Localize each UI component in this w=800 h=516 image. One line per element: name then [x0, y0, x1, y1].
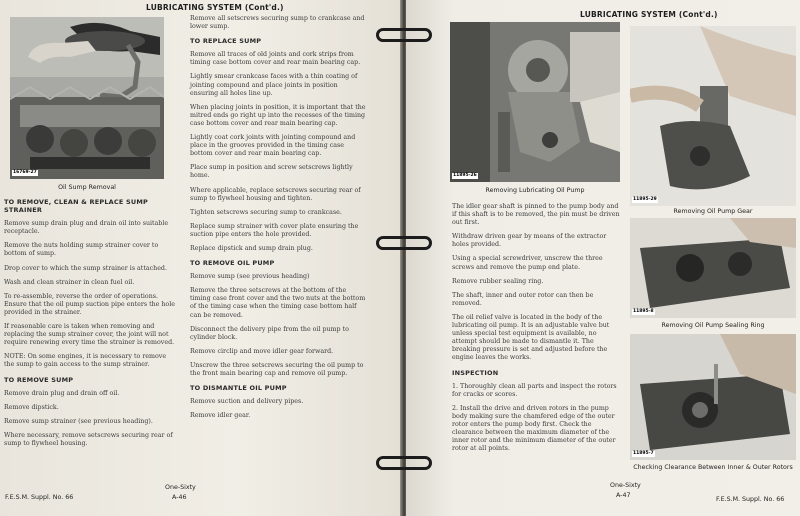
left-col2-paragraph: Disconnect the delivery pipe from the oil pump to cylinder block. [190, 325, 349, 341]
oil-sump-removal-caption: Oil Sump Removal [58, 184, 116, 191]
left-col1-paragraph: To re-assemble, reverse the order of operations. Ensure that the oil pump suction pipe enters the hole provided in the strainer. [4, 292, 175, 316]
left-footer-supplement: F.E.S.M. Suppl. No. 66 [5, 494, 74, 501]
left-col2-paragraph: Remove sump (see previous heading) [190, 273, 310, 281]
left-col1-paragraph: Remove dipstick. [4, 403, 59, 411]
left-col2-paragraph: When placing joints in position, it is important that the mitred ends go right up into the recesses of the timing case bottom cover and rear main bearing cap. [190, 103, 366, 127]
right-col-paragraph: 2. Install the drive and driven rotors in the pump body making sure the chamfered edge of the outer rotor enters the pump body first. Check the clearance between the maximum diameter of the inner rotor and the minimum diameter of the outer rotor at all points. [452, 404, 616, 453]
oil-sump-removal-photo [10, 17, 164, 179]
left-col1-paragraph: Remove drain plug and drain off oil. [4, 389, 120, 397]
binder-ring-bottom [376, 456, 432, 470]
left-col2-paragraph: Remove suction and delivery pipes. [190, 398, 304, 406]
left-col2-paragraph: Remove the three setscrews at the bottom of the timing case front cover and the two nuts at the bottom of the timing case when the timing case bottom half can be removed. [190, 287, 366, 319]
left-col1-paragraph: Where necessary, remove setscrews securing rear of sump to flywheel housing. [4, 431, 173, 447]
left-col2-paragraph: Lightly smear crankcase faces with a thin coating of jointing compound and place joints in position ensuring all holes line up. [190, 73, 358, 97]
left-col1-paragraph: Wash and clean strainer in clean fuel oil. [4, 278, 135, 286]
checking-clearance-photo [630, 334, 796, 460]
removing-sealing-ring-photo [630, 218, 796, 318]
removing-oil-pump-caption: Removing Lubricating Oil Pump [485, 187, 585, 194]
right-footer-supplement: F.E.S.M. Suppl. No. 66 [716, 496, 785, 503]
right-footer-model: One-Sixty [610, 482, 641, 489]
photo3-figure-number: 11895-8 [633, 309, 654, 314]
photo2-figure-number: 11895-29 [633, 197, 657, 202]
removing-oil-pump-gear-caption: Removing Oil Pump Gear [673, 208, 753, 215]
left-col2-paragraph: Where applicable, replace setscrews securing rear of sump to flywheel housing and tighten. [190, 186, 361, 202]
right-col-paragraph: The idler gear shaft is pinned to the pump body and if this shaft is to be removed, the pin must be driven out first. [452, 203, 620, 227]
left-col1-paragraph: Remove sump drain plug and drain oil into suitable receptacle. [4, 220, 169, 236]
right-page-header: LUBRICATING SYSTEM (Cont'd.) [580, 10, 718, 19]
left-col1-heading: TO REMOVE SUMP [4, 375, 74, 384]
left-column-1 [4, 196, 178, 454]
left-col1-paragraph: If reasonable care is taken when removing and replacing the sump strainer cover, the joint will not require renewing every time the strainer is removed. [4, 323, 175, 347]
left-footer-model: One-Sixty [165, 484, 196, 491]
removing-sealing-ring-caption: Removing Oil Pump Sealing Ring [661, 322, 765, 329]
removing-oil-pump-gear-photo [630, 26, 796, 206]
left-col1-paragraph: Remove the nuts holding sump strainer cover to bottom of sump. [4, 242, 159, 258]
left-col2-paragraph: Remove all traces of old joints and cork strips from timing case bottom cover and rear main bearing cap. [190, 51, 361, 67]
right-col-paragraph: 1. Thoroughly clean all parts and inspect the rotors for cracks or scores. [452, 382, 617, 398]
photo1-figure-number: 11895-26 [453, 173, 477, 178]
left-col1-heading: TO REMOVE, CLEAN & REPLACE SUMP STRAINER [4, 198, 148, 215]
right-page-number: A-47 [616, 492, 631, 499]
binder-ring-top [376, 28, 432, 42]
left-column-2 [190, 15, 366, 426]
right-page [406, 0, 800, 516]
left-col1-paragraph: Drop cover to which the sump strainer is attached. [4, 264, 167, 272]
removing-oil-pump-photo [450, 22, 620, 182]
left-col2-paragraph: Lightly coat cork joints with jointing compound and place in the grooves provided in the timing case bottom cover and rear main bearing cap. [190, 134, 356, 158]
left-col2-paragraph: Replace dipstick and sump drain plug. [190, 244, 313, 252]
left-col2-paragraph: Place sump in position and screw setscrews lightly home. [190, 164, 353, 180]
left-page-number: A-46 [172, 494, 187, 501]
photo-figure-number: 16769-27 [13, 170, 37, 175]
left-col2-heading: TO DISMANTLE OIL PUMP [190, 384, 287, 393]
right-col-heading: INSPECTION [452, 368, 499, 377]
right-col-paragraph: Using a special screwdriver, unscrew the three screws and remove the pump end plate. [452, 255, 603, 271]
binder-ring-middle [376, 236, 432, 250]
right-col-paragraph: The shaft, inner and outer rotor can then be removed. [452, 291, 594, 307]
right-col-paragraph: Remove rubber sealing ring. [452, 277, 544, 285]
right-col-paragraph: Withdraw driven gear by means of the extractor holes provided. [452, 233, 607, 249]
left-col2-paragraph: Remove all setscrews securing sump to crankcase and lower sump. [190, 15, 365, 31]
photo4-figure-number: 11895-7 [633, 451, 654, 456]
left-col1-paragraph: Remove sump strainer (see previous heading). [4, 417, 153, 425]
left-col2-heading: TO REMOVE OIL PUMP [190, 259, 275, 268]
left-col2-paragraph: Remove idler gear. [190, 412, 251, 420]
right-col-paragraph: The oil relief valve is located in the body of the lubricating oil pump. It is an adjustable valve but unless special test equipment is available, no attempt should be made to dismantle it. The breaking pressure is set and adjusted before the engine leaves the works. [452, 313, 610, 362]
left-col2-paragraph: Tighten setscrews securing sump to crankcase. [190, 208, 342, 216]
left-col2-paragraph: Remove circlip and move idler gear forward. [190, 347, 334, 355]
left-col1-paragraph: NOTE: On some engines, it is necessary to remove the sump to gain access to the sump strainer. [4, 353, 167, 369]
left-col2-paragraph: Unscrew the three setscrews securing the oil pump to the front main bearing cap and remove oil pump. [190, 361, 364, 377]
left-col2-paragraph: Replace sump strainer with cover plate ensuring the suction pipe enters the hole provided. [190, 222, 359, 238]
left-page-header: LUBRICATING SYSTEM (Cont'd.) [146, 3, 284, 12]
right-column [452, 203, 622, 459]
left-col2-heading: TO REPLACE SUMP [190, 37, 262, 46]
checking-clearance-caption: Checking Clearance Between Inner & Outer Rotors [633, 464, 793, 471]
